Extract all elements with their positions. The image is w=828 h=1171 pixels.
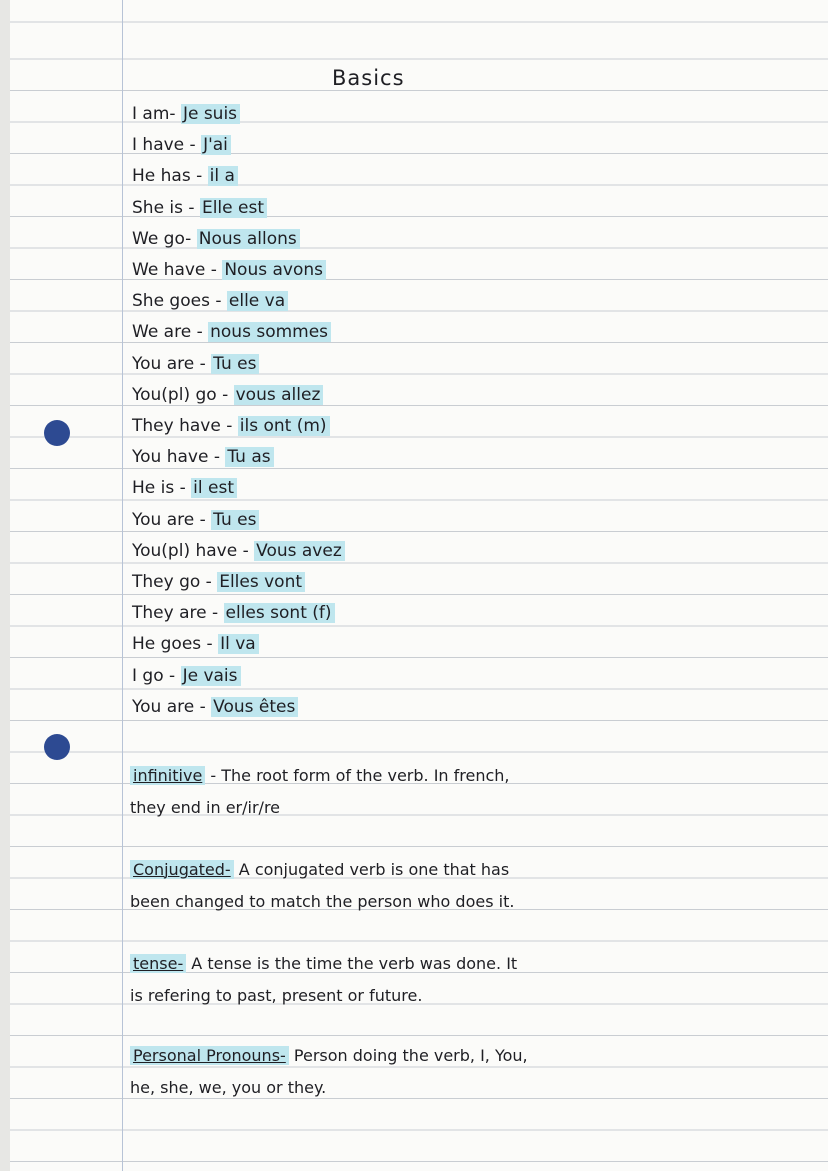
vocab-line	[132, 541, 345, 561]
vocab-line	[132, 291, 288, 311]
english-phrase: We go-	[132, 228, 197, 249]
vocab-line	[132, 603, 335, 623]
binder-hole	[44, 420, 70, 446]
definition-line	[130, 948, 517, 980]
definition-block	[130, 854, 514, 918]
french-translation: Vous êtes	[211, 697, 298, 717]
vocab-line	[132, 416, 330, 436]
vocab-line	[132, 634, 259, 654]
definition-line	[130, 854, 514, 886]
french-translation: Nous avons	[222, 260, 326, 280]
english-phrase: You are -	[132, 509, 212, 530]
vocab-line	[132, 697, 298, 717]
english-phrase: You(pl) have -	[132, 540, 255, 561]
definition-text: Person doing the verb, I, You,	[288, 1046, 528, 1065]
french-translation: Tu as	[225, 447, 273, 467]
french-translation: Vous avez	[254, 541, 345, 561]
definition-text: they end in er/ir/re	[130, 798, 281, 817]
english-phrase: She goes -	[132, 291, 227, 312]
page-title: Basics	[332, 66, 405, 90]
english-phrase: You(pl) go -	[132, 384, 234, 405]
vocab-line	[132, 447, 274, 467]
definition-text: A tense is the time the verb was done. It	[186, 954, 518, 973]
french-translation: J'ai	[201, 135, 231, 155]
definition-text: is refering to past, present or future.	[130, 986, 423, 1005]
english-phrase: He goes -	[132, 634, 219, 655]
french-translation: Je vais	[181, 666, 241, 686]
french-translation: Tu es	[211, 354, 259, 374]
vocab-line	[132, 478, 237, 498]
vocab-line	[132, 510, 259, 530]
vocab-line	[132, 572, 305, 592]
french-translation: il a	[208, 166, 238, 186]
definition-block	[130, 948, 517, 1012]
french-translation: il est	[191, 478, 237, 498]
definition-line	[130, 1040, 528, 1072]
vocab-line	[132, 260, 326, 280]
english-phrase: We are -	[132, 322, 209, 343]
french-translation: Il va	[218, 634, 259, 654]
vocab-line	[132, 322, 331, 342]
english-phrase: They have -	[132, 416, 238, 436]
french-translation: vous allez	[234, 385, 324, 405]
vocab-line	[132, 666, 241, 686]
french-translation: Elle est	[200, 198, 267, 218]
english-phrase: I am-	[132, 104, 181, 124]
french-translation: elles sont (f)	[224, 603, 335, 623]
definition-block	[130, 1040, 528, 1104]
english-phrase: You are -	[132, 696, 212, 717]
binder-hole	[44, 734, 70, 760]
english-phrase: I go -	[132, 665, 181, 686]
english-phrase: I have -	[132, 135, 202, 156]
vocab-line	[132, 229, 300, 249]
english-phrase: They are -	[132, 603, 224, 624]
english-phrase: He is -	[132, 478, 192, 499]
definition-text: he, she, we, you or they.	[130, 1078, 327, 1097]
definition-term: tense-	[130, 954, 186, 973]
english-phrase: You have -	[132, 447, 226, 468]
vocab-line	[132, 166, 238, 186]
english-phrase: You are -	[132, 353, 212, 374]
french-translation: Elles vont	[217, 572, 305, 592]
english-phrase: She is -	[132, 197, 200, 218]
french-translation: nous sommes	[208, 322, 331, 342]
vocab-line	[132, 354, 259, 374]
definition-term: Personal Pronouns-	[130, 1046, 289, 1065]
french-translation: elle va	[227, 291, 288, 311]
definition-text: - The root form of the verb. In french,	[205, 766, 510, 785]
definition-text: been changed to match the person who does it.	[130, 892, 515, 911]
english-phrase: We have -	[132, 260, 223, 280]
english-phrase: They go -	[132, 572, 218, 592]
definition-term: infinitive	[130, 766, 205, 785]
definition-line	[130, 760, 510, 792]
definition-term: Conjugated-	[130, 860, 234, 879]
vocab-line	[132, 104, 240, 124]
english-phrase: He has -	[132, 166, 208, 187]
vocab-line	[132, 198, 267, 218]
french-translation: ils ont (m)	[238, 416, 330, 436]
definition-block	[130, 760, 510, 824]
definition-text: A conjugated verb is one that has	[233, 860, 510, 879]
vocab-line	[132, 385, 323, 405]
vocab-line	[132, 135, 231, 155]
french-translation: Je suis	[181, 104, 240, 124]
margin-line	[122, 0, 123, 1171]
french-translation: Tu es	[211, 510, 259, 530]
french-translation: Nous allons	[197, 229, 300, 249]
